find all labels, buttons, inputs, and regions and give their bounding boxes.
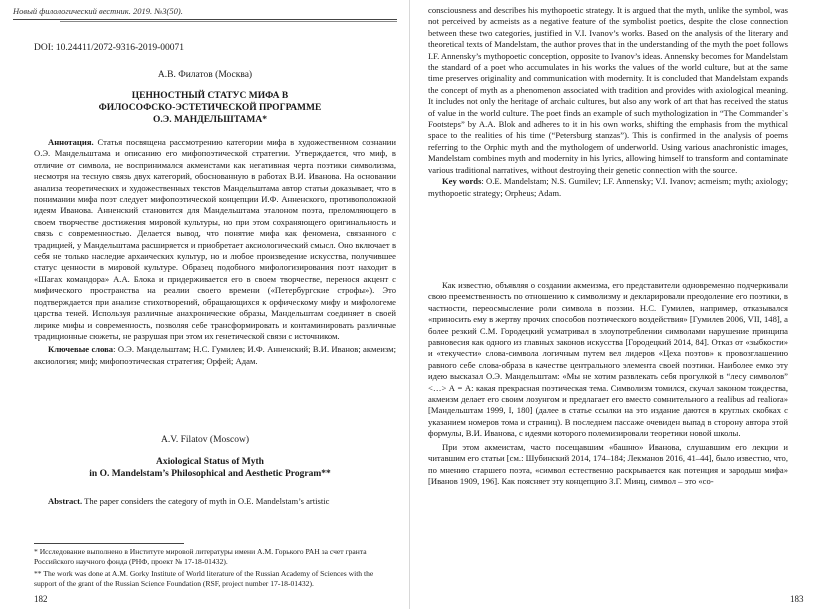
keywords-en-label: Key words <box>442 176 482 187</box>
body-paragraph: При этом акмеистам, часто посещавшим «башню» Иванова, слушавшим его лекции и читавшим его статьи [см.: Шубинский 2014, 174–184; Лекманов 2016, 41–44], было известно, что, по мнению старшего поэта, «символ естественно раскрывается как потенция и зародыш мифа» [Иванов 1909, 196]. Как поясняет эту концепцию З.Г. Минц, символ – это «со- <box>428 441 788 486</box>
title-en-line: Axiological Status of Myth <box>156 457 264 467</box>
abstract-en-cont-text: consciousness and describes his mythopoetic strategy. It is argued that the myth, unlike the symbol, was not perceived by acmeists as a negative feature of the symbolist poetics, despite the close connection between these two categories, justified in V.I. Ivanov’s works. Based on the analysis of the literary and theoretical texts of Mandelstam, the author proves that in the understanding of the myth the poet follows I.F. Annensky’s mythopoetic conception, opposite to Ivanov’s ideas. Annensky becomes for Mandelstam the standard of a poet who accumulates in his works the values of the world culture, but at the same time preserves originality and communication with modernity. It is concluded that Mandelstam expands the concept of myth as a phenomenon associated with tradition and provides with axiological meaning. It includes not only the heritage of archaic cultures, but also any work of art that has received the status of value in the world culture. The poet finds an example of such mythologization in “The Commander`s Footsteps” by A.A. Blok and adheres to it in his own works, shifting the emphasis from the mythical space to the realities of his time (“Petersburg stanzas”). This is confirmed in the analysis of poems referring to the Orphic myth and the mythologem of underworld. Using various anachronistic images, Mandelstam combines myth and modernity in his lyrics, allowing himself to transform and contaminate various traditional narratives, without destroying their genetic connection with the source. <box>428 5 788 175</box>
footnote-2: ** The work was done at A.M. Gorky Institute of World literature of the Russian Academy of Sciences with the support of the grant of the Russian Science Foundation (RSF, project number 17-18-01432). <box>34 569 374 588</box>
body-text <box>428 280 788 487</box>
abstract-ru <box>34 137 396 367</box>
keywords-ru-label: Ключевые слова <box>48 344 114 355</box>
abstract-en-start <box>34 496 396 507</box>
author-ru: А.В. Филатов (Москва) <box>157 70 253 80</box>
title-ru-line: ФИЛОСОФСКО-ЭСТЕТИЧЕСКОЙ ПРОГРАММЕ <box>98 103 322 113</box>
title-en-line: in O. Mandelstam’s Philosophical and Aesthetic Program** <box>89 469 331 479</box>
author-en: A.V. Filatov (Moscow) <box>161 435 249 445</box>
page-number-left: 182 <box>34 594 48 604</box>
abstract-en-continued <box>428 5 788 199</box>
footnote-1: * Исследование выполнено в Институте мировой литературы имени А.М. Горького РАН за счет гранта Российского научного фонда (РНФ, проект № 17-18-01432). <box>34 547 367 566</box>
running-header: Новый филологический вестник. 2019. №3(50). <box>13 6 183 16</box>
header-rule <box>13 19 397 20</box>
page-number-right: 183 <box>790 594 804 604</box>
abstract-ru-label: Аннотация. <box>48 137 94 147</box>
title-ru <box>40 90 380 126</box>
title-ru-line: О.Э. МАНДЕЛЬШТАМА* <box>152 115 267 125</box>
body-paragraph: Как известно, объявляя о создании акмеизма, его представители одновременно подчеркивали свою преемственность по отношению к символизму и декларировали преодоление его поэтики, в частности, переосмысление роли символа в поэзии. Н.С. Гумилев, например, отказывался «приносить ему в жертву прочих способов поэтического воздействия» [Гумилев 2006, VII, 148], а более резкий С.М. Городецкий усматривал в злоупотреблении символами нарушение принципа равновесия как одного из главных законов искусства [Городецкий 2014, 84]. Отказ от «зыбкости» и «текучести» слова-символа логичным путем вел лидеров «Цеха поэтов» к провозглашению равного себе слова-образа в качестве центрального элемента своей поэтики. Наиболее емко эту идею высказал О.Э. Мандельштам: «Мы не хотим развлекать себя прогулкой в “лесу символов” <…> А = А: какая прекрасная поэтическая тема. Символизм томился, скучал законом тождества, акмеизм делает его своим лозунгом и предлагает его вместо сомнительного a realibus ad realiora» [Мандельштам 1999, I, 180] (далее в статье ссылки на это издание даются в круглых скобках с указанием номеров тома и страниц). В последнем пассаже очевиден выпад в сторону автора этой формулы, В.И. Иванова, с идеями которого полемизировали теоретики новой школы. <box>428 280 788 439</box>
doi[interactable]: DOI: 10.24411/2072-9316-2019-00071 <box>34 43 185 53</box>
keywords-ru-text: : О.Э. Мандельштам; Н.С. Гумилев; И.Ф. Анненский; В.И. Иванов; акмеизм; аксиология; миф; мифопоэтическая стратегия; Орфей; Адам. <box>34 344 396 366</box>
abstract-ru-text: Статья посвящена рассмотрению категории мифа в художественном сознании О.Э. Мандельштама и описанию его мифопоэтической стратегии. Утверждается, что миф, в отличие от символа, не воспринимался акмеистами как негативная черта поэтики символизма, несмотря на тесную связь двух категорий, обоснованную в работах В.И. Иванова. На основании анализа теоретических и художественных текстов Мандельштама автор статьи доказывает, что в понимании мифа поэт следует мифопоэтической концепции И.Ф. Анненского, противоположной идеям Иванова. Анненский становится для Мандельштама эталоном поэта, преломляющего в своем творчестве достижения мировой культуры, но при этом сохраняющего оригинальность и связь с современностью. Делается вывод, что понятие мифа как феномена, связанного с традицией, у Мандельштама расширяется и приобретает аксиологический смысл. Оно включает в себя не только наследие архаических культур, но и любое произведение искусства, получившее статус ценности в мировой культуре. Образец подобного мифологизирования поэт находит в «Шагах командора» А.А. Блока и придерживается его в своем творчестве, перенося акцент с мифического пространства на реалии своего времени («Петербургские строфы»). Это подтверждается при анализе стихотворений, обращающихся к орфическому мифу и мифологеме царства теней. Используя различные анахронические образы, Мандельштам соединяет в своей лирике мифы и современность, позволяя себе трансформировать и контаминировать различные традиционные сюжеты, не разрушая при этом их генетической связи с источником. <box>34 137 396 341</box>
abstract-en-text: The paper considers the category of myth in O.E. Mandelstam’s artistic <box>84 496 330 506</box>
abstract-en-label: Abstract. <box>48 496 83 506</box>
title-en <box>20 456 400 480</box>
header-rule-thin <box>60 21 397 22</box>
footnote-rule <box>34 543 184 544</box>
right-page <box>410 0 820 609</box>
title-ru-line: ЦЕННОСТНЫЙ СТАТУС МИФА В <box>131 91 289 101</box>
keywords-en-text: : O.E. Mandelstam; N.S. Gumilev; I.F. Annensky; V.I. Ivanov; acmeism; myth; axiology; mythopoetic strategy; Orpheus; Adam. <box>428 176 788 198</box>
